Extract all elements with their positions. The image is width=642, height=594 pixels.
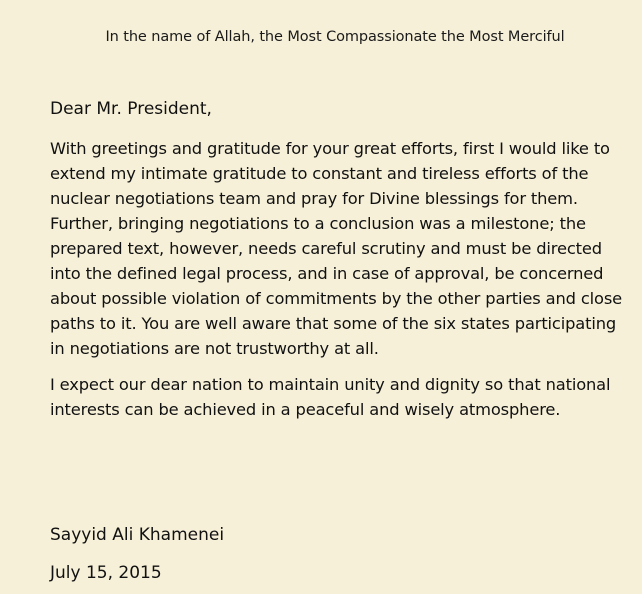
signature: Sayyid Ali Khamenei <box>50 525 225 545</box>
invocation-heading: In the name of Allah, the Most Compassionate the Most Merciful <box>105 29 565 45</box>
body-paragraph: With greetings and gratitude for your great efforts, first I would like to extend my intimate gratitude to constant and tireless efforts of the nuclear negotiations team and pray for Divine blessings for them. Further, bringing negotiations to a conclusion was a milestone; the prepared text, however, needs careful scrutiny and must be directed into the defined legal process, and in case of approval, be concerned about possible violation of commitments by the other parties and close paths to it. You are well aware that some of the six states participating in negotiations are not trustworthy at all. <box>50 139 623 358</box>
letter-body <box>50 136 625 433</box>
salutation: Dear Mr. President, <box>50 99 212 119</box>
letter-date: July 15, 2015 <box>50 563 162 583</box>
body-paragraph: I expect our dear nation to maintain unity and dignity so that national interests can be achieved in a peaceful and wisely atmosphere. <box>50 375 611 419</box>
